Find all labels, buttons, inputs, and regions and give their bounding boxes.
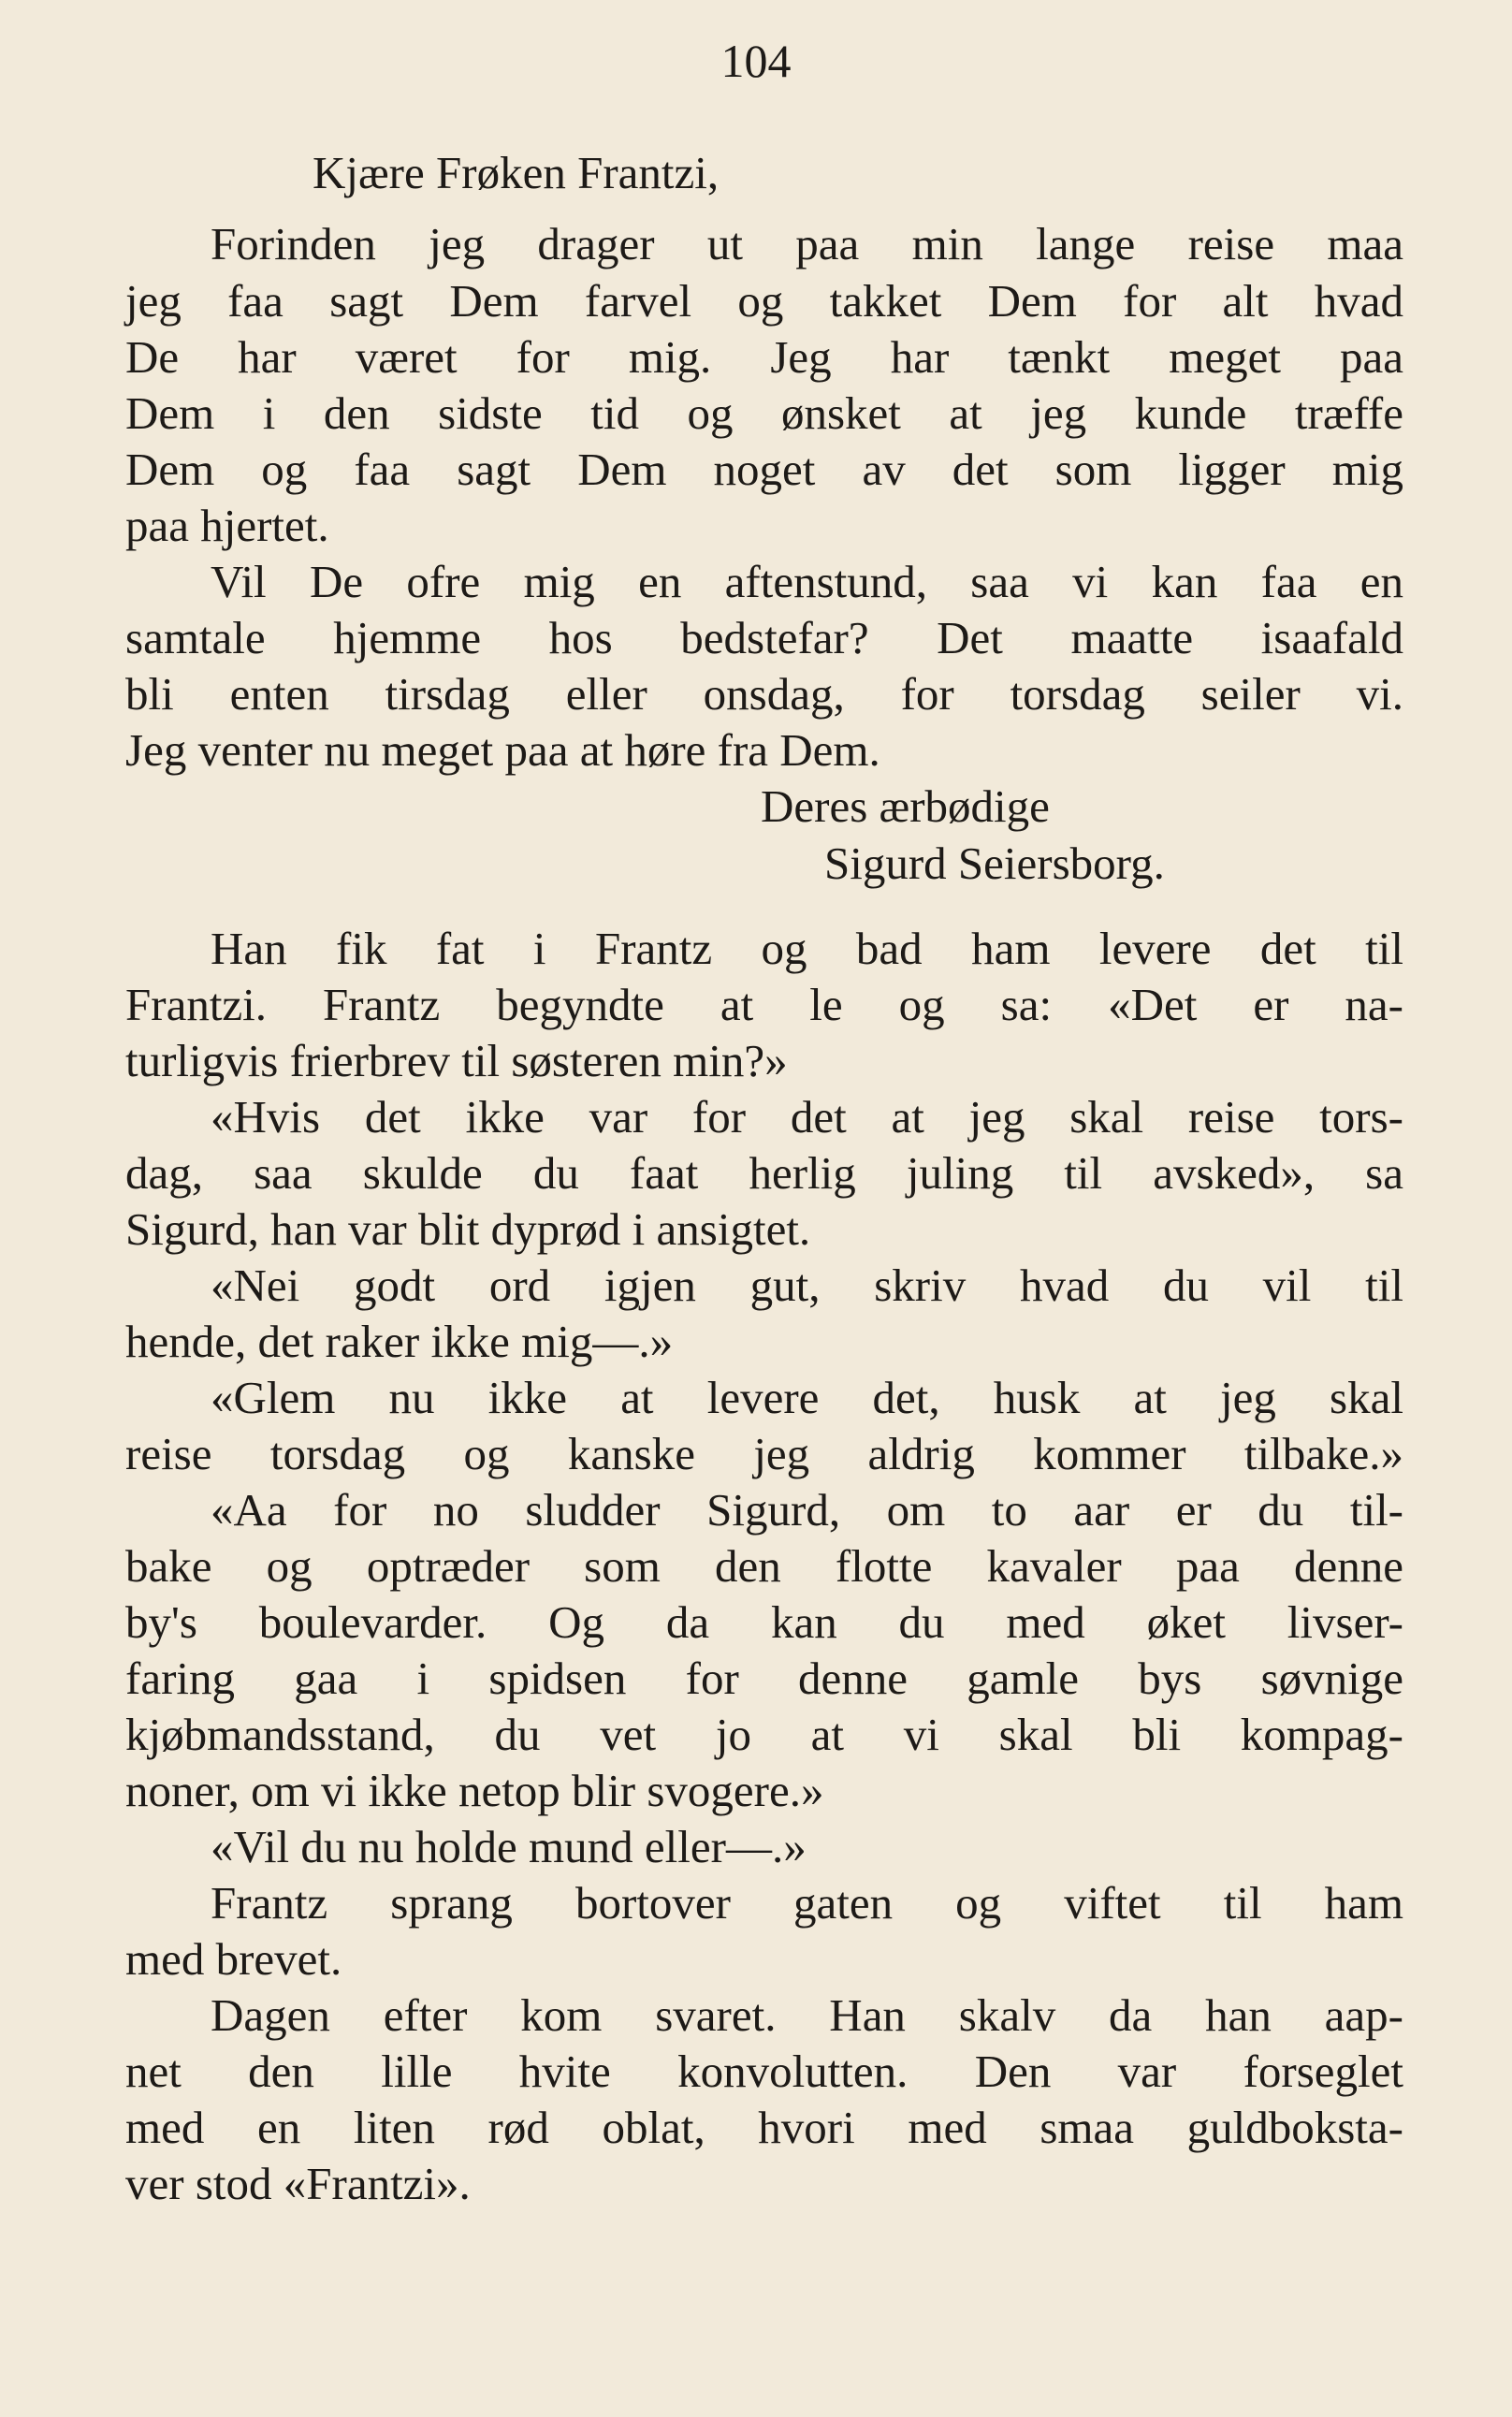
text-line: «Vil du nu holde mund eller—.» <box>211 1821 807 1872</box>
letter-closing: Deres ærbødige <box>761 780 1050 832</box>
text-line: ver stod «Frantzi». <box>125 2158 471 2209</box>
text-line: Jeg venter nu meget paa at høre fra Dem. <box>125 724 880 776</box>
text-line: reise torsdag og kanske jeg aldrig kommer tilbake.» <box>125 1428 1403 1479</box>
letter-salutation: Kjære Frøken Frantzi, <box>313 147 720 198</box>
text-line: paa hjertet. <box>125 500 329 551</box>
text-line: jeg faa sagt Dem farvel og takket Dem for alt hvad <box>125 275 1403 327</box>
text-line: Frantz sprang bortover gaten og viftet til ham <box>211 1877 1403 1929</box>
letter-signature: Sigurd Seiersborg. <box>824 837 1165 889</box>
text-line: Vil De ofre mig en aftenstund, saa vi kan faa en <box>211 556 1403 607</box>
text-line: kjøbmandsstand, du vet jo at vi skal bli kompag- <box>125 1709 1403 1760</box>
text-line: net den lille hvite konvolutten. Den var forseglet <box>125 2046 1403 2097</box>
text-line: Frantzi. Frantz begyndte at le og sa: «Det er na- <box>125 979 1403 1030</box>
text-line: noner, om vi ikke netop blir svogere.» <box>125 1765 824 1816</box>
text-line: hende, det raker ikke mig—.» <box>125 1316 674 1367</box>
text-line: Dem i den sidste tid og ønsket at jeg kunde træffe <box>125 387 1403 439</box>
text-line: Dagen efter kom svaret. Han skalv da han aap- <box>211 1989 1403 2041</box>
text-line: by's boulevarder. Og da kan du med øket livser- <box>125 1596 1403 1648</box>
text-line: turligvis frierbrev til søsteren min?» <box>125 1035 788 1086</box>
text-line: bake og optræder som den flotte kavaler paa denne <box>125 1540 1403 1592</box>
text-line: «Aa for no sludder Sigurd, om to aar er du til- <box>211 1484 1403 1536</box>
text-line: «Glem nu ikke at levere det, husk at jeg skal <box>211 1372 1403 1423</box>
text-line: Dem og faa sagt Dem noget av det som ligger mig <box>125 444 1403 495</box>
text-line: Forinden jeg drager ut paa min lange reise maa <box>211 218 1403 269</box>
text-line: «Nei godt ord igjen gut, skriv hvad du vil til <box>211 1259 1403 1311</box>
text-line: bli enten tirsdag eller onsdag, for torsdag seiler vi. <box>125 668 1403 720</box>
text-line: faring gaa i spidsen for denne gamle bys søvnige <box>125 1653 1403 1704</box>
text-line: med brevet. <box>125 1933 342 1985</box>
text-line: De har været for mig. Jeg har tænkt meget paa <box>125 331 1403 383</box>
page-number: 104 <box>720 35 792 87</box>
text-line: «Hvis det ikke var for det at jeg skal reise tors- <box>211 1091 1403 1143</box>
text-line: dag, saa skulde du faat herlig juling til avsked», sa <box>125 1147 1403 1199</box>
text-line: Han fik fat i Frantz og bad ham levere det til <box>211 923 1403 974</box>
text-line: samtale hjemme hos bedstefar? Det maatte isaafald <box>125 612 1403 663</box>
text-line: Sigurd, han var blit dyprød i ansigtet. <box>125 1203 811 1255</box>
text-line: med en liten rød oblat, hvori med smaa guldboksta- <box>125 2102 1403 2153</box>
